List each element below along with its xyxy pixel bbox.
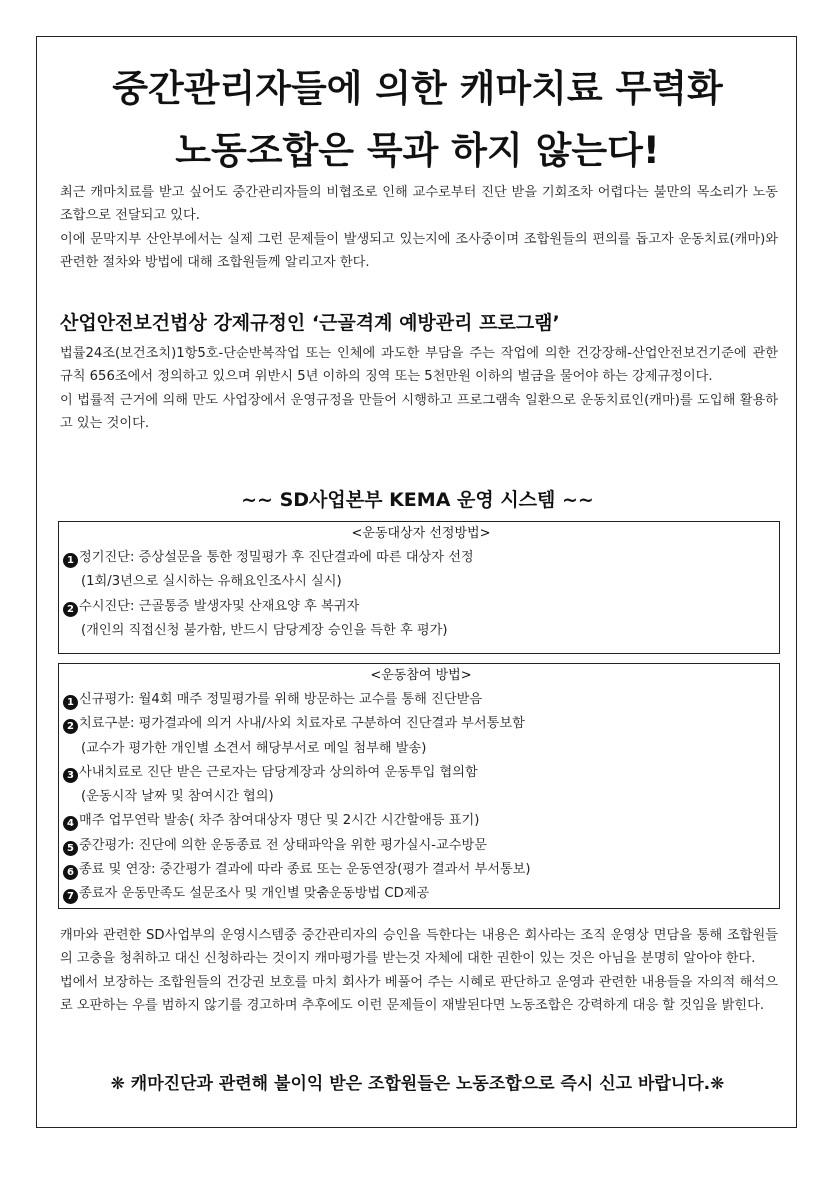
list-item-text: 사내치료로 진단 받은 근로자는 담당계장과 상의하여 운동투입 협의함 (79, 764, 478, 780)
list-item (63, 809, 779, 833)
participation-method-header: <운동참여 방법> (370, 668, 472, 683)
closing-text (60, 924, 778, 1017)
selection-method-box (58, 521, 780, 654)
list-item (63, 834, 779, 858)
list-item-note: (교수가 평가한 개인별 소견서 해당부서로 메일 첨부해 발송) (81, 740, 427, 756)
intro-paragraph-2: 이에 문막지부 산안부에서는 실제 그런 문제들이 발생되고 있는지에 조사중이며 조합원들의 편의를 돕고자 운동치료(캐마)와 관련한 절차와 방법에 대해 조합원들께 알리고자 한다. (60, 231, 778, 270)
list-item (63, 546, 779, 570)
list-item (63, 882, 779, 906)
list-item-text: 종료 및 연장: 중간평가 결과에 따라 종료 또는 운동연장(평가 결과서 부서통보) (79, 862, 531, 878)
list-item-note: (운동시작 날짜 및 참여시간 협의) (81, 789, 274, 805)
number-badge-icon: 2 (63, 602, 78, 617)
selection-method-header: <운동대상자 선정방법> (351, 526, 491, 541)
list-item-text: 정기진단: 증상설문을 통한 정밀평가 후 진단결과에 따른 대상자 선정 (79, 550, 474, 565)
law-paragraph-1: 법률24조(보건조치)1항5호-단순반복작업 또는 인체에 과도한 부담을 주는 작업에 의한 건강장해-산업안전보건기준에 관한 규칙 656조에서 정의하고 있으며 위반시 5년 이하의 징역 또는 5천만원 이하의 벌금을 물어야 하는 강제규정이다. (60, 346, 778, 385)
number-badge-icon: 1 (63, 553, 78, 568)
section-heading: 산업안전보건법상 강제규정인 ‘근골격계 예방관리 프로그램’ (60, 312, 560, 334)
list-item (63, 761, 779, 785)
number-badge-icon: 3 (63, 768, 78, 783)
intro-text (60, 181, 778, 274)
headline-line-2: 노동조합은 묵과 하지 않는다! (175, 129, 660, 172)
list-item-text: 중간평가: 진단에 의한 운동종료 전 상태파악을 위한 평가실시-교수방문 (79, 837, 487, 853)
number-badge-icon: 5 (63, 841, 78, 856)
number-badge-icon: 2 (63, 719, 78, 734)
list-item-note: (개인의 직접신청 불가함, 반드시 담당계장 승인을 득한 후 평가) (81, 622, 448, 638)
participation-method-box (58, 663, 780, 909)
list-item-text: 종료자 운동만족도 설문조사 및 개인별 맞춤운동방법 CD제공 (79, 886, 430, 902)
list-item (63, 688, 779, 712)
list-item-text: 신규평가: 월4회 매주 정밀평가를 위해 방문하는 교수를 통해 진단받음 (79, 692, 483, 707)
list-item (63, 712, 779, 736)
closing-paragraph-1: 캐마와 관련한 SD사업부의 운영시스템중 중간관리자의 승인을 득한다는 내용은 회사라는 조직 운영상 면담을 통해 조합원들의 고충을 청취하고 대신 신청하라는 것이지 캐마평가를 받는것 자체에 대한 권한이 있는 것은 아님을 분명히 알아야 한다. (60, 928, 778, 967)
list-item-note: (1회/3년으로 실시하는 유해요인조사시 실시) (81, 574, 342, 590)
footer-notice: ❋ 캐마진단과 관련해 불이익 받은 조합원들은 노동조합으로 즉시 신고 바랍니다.❋ (110, 1074, 725, 1094)
list-item (63, 858, 779, 882)
number-badge-icon: 6 (63, 865, 78, 880)
list-item (63, 595, 779, 619)
intro-paragraph-1: 최근 캐마치료를 받고 싶어도 중간관리자들의 비협조로 인해 교수로부터 진단 받을 기회조차 어렵다는 불만의 목소리가 노동조합으로 전달되고 있다. (60, 185, 778, 224)
number-badge-icon: 1 (63, 695, 78, 710)
closing-paragraph-2: 법에서 보장하는 조합원들의 건강권 보호를 마치 회사가 베풀어 주는 시혜로 판단하고 운영과 관련한 내용들을 자의적 해석으로 오판하는 우를 범하지 않기를 경고하며 추후에도 이런 문제들이 재발된다면 노동조합은 강력하게 대응 할 것임을 밝힌다. (60, 974, 778, 1013)
list-item-text: 치료구분: 평가결과에 의거 사내/사외 치료자로 구분하여 진단결과 부서통보함 (79, 716, 525, 732)
number-badge-icon: 7 (63, 889, 78, 904)
law-paragraph-2: 이 법률적 근거에 의해 만도 사업장에서 운영규정을 만들어 시행하고 프로그램속 일환으로 운동치료인(캐마)를 도입해 활용하고 있는 것이다. (60, 392, 778, 431)
system-title: ~~ SD사업본부 KEMA 운영 시스템 ~~ (241, 489, 594, 511)
number-badge-icon: 4 (63, 816, 78, 831)
list-item-text: 수시진단: 근골통증 발생자및 산재요양 후 복귀자 (79, 598, 360, 614)
law-text (60, 342, 778, 435)
list-item-text: 매주 업무연락 발송( 차주 참여대상자 명단 및 2시간 시간할애등 표기) (79, 813, 480, 829)
headline-line-1: 중간관리자들에 의한 캐마치료 무력화 (112, 67, 723, 110)
